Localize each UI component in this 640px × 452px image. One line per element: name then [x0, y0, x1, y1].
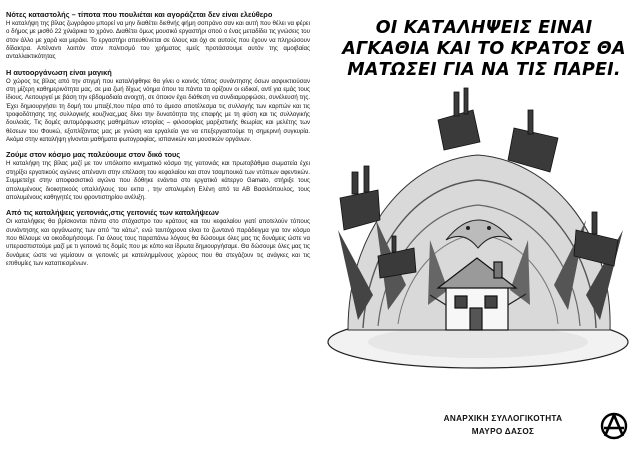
house-surrounded-by-thorns-and-warships-icon — [318, 80, 640, 380]
org-name-line1: ΑΝΑΡΧΙΚΗ ΣΥΛΛΟΓΙΚΟΤΗΤΑ — [443, 414, 563, 423]
circle-a-anarchy-icon — [600, 412, 628, 440]
section-paragraph: Οι καταλήψεις θα βρίσκονται πάντα στο στόχαστρο του κράτους και του κεφαλαίου γιατί αποτελούν τόπους συνάντησης και οργάνωσης των από "τα κάτω", ενώ ταυτόχρονα είναι το ζωντανό παράδειγμα για τον κόσμο που θέλουμε να οικοδομήσουμε. Για όλους τους παραπάνω λόγους θα δώσουμε όλες μας τις δυνάμεις ώστε να υπερασπιστούμε μαζί με τι γειτονιά τις δομές που με κόπο και ίδρωτα δημιουργήσαμε. Θα δώσουμε όλες μας τις δυνάμεις ώστε να γεμίσουν οι γειτονιές με κατειλημμένους χώρους που θα στεγάζουν τις ανάγκες και τις επιθυμίες των καταπιεσμένων. — [6, 218, 310, 267]
section-title: Νότες καταστολής – τίποτα που πουλιέται και αγοράζεται δεν είναι ελεύθερο — [6, 10, 273, 19]
text-column — [6, 10, 310, 274]
organization-signature — [418, 412, 588, 438]
poster-column — [318, 0, 640, 452]
section-paragraph: Η καταλήψη της βίλας μαζί με τον υπόλοιπο κινηματικό κόσμο της γειτονιάς και πρωτοβάθμια σωματεία έχει στηρίξει εργατικούς αγώνες απέναντι στην επέλαση του κεφαλαίου και στον τσαμπουκά των ντόπιων αφεντικών. Συμμετείχε στην αποφασιστικό αγώνα που δόθηκε ενάντια στο εργατικό κάτεργο Gamato, στήριξε τους απολυμένους διοικητικούς υπαλλήλους του εκπα , την απολυμένη Ελένη από τα ΑΒ Βασιλόπουλος, τους απολυμένους καθηγητές του φροντιστηρίου ανέλιξη. — [6, 160, 310, 201]
section-title: Η αυτοοργάνωση είναι μαγική — [6, 67, 112, 77]
section-repression-notes — [6, 10, 310, 62]
org-name-line2: ΜΑΥΡΟ ΔΑΣΟΣ — [471, 427, 535, 436]
section-paragraph: Η καταλήψη της βίλας ζωγράφου μπορεί να μην διαθέτει διεθνής φήμη σοπράνο σαν και αυτή που θέλει να φέρει ο δήμος με μισθό 22 χιλιάρικα το χρόνο. Διαθέτει όμως μουσικό εργαστήρι οπού ο ένας μεταδίδει τις γνώσεις του στον άλλο με χαρά και μεράκι. Το εργαστήρι απευθύνεται σε όλους και όχι σε αυτούς που έχουν να πληρώσουν δίδακτρα. Απέναντι λοιπόν στον πολιτισμό του χρήματος εμείς προτάσσουμε αυτόν της αμοιβαίας ανταλλακτικότητας — [6, 20, 310, 61]
section-title: Ζούμε στον κόσμο μας παλεύουμε στον δικό τους — [6, 150, 181, 160]
section-self-organization — [6, 68, 310, 145]
section-paragraph: Ο χώρος τις βίλας από την στιγμή που καταλήφθηκε θα γίνει ο κοινός τόπος συνάντησης όσων ασφυκτιούσαν στη μίζερη καθημερινότητα μας, σε μια ζωή δίχως νόημα όπου τα πάντα τα ορίζουν οι ειδικοί, αντί για εμάς τους ίδιους. Λειτουργεί με βάση την εβδομαδιαία ανοιχτή, σε όποιον έχει διάθεση να συνδιαμορφώσει, συνέλευσή της. Έχει δημιουργήσει τη δομή του μπαξέ,που πέρα από το άμεσο αποτέλεσμα τις συλλογής των καρπών και τις τροφοδότησης της συλλογικής κουζίνας,μας δίνει την δυνατότητα της επαφής με τη φύση και τις συλλογικής δουλειάς. Τις δομές αυτομόρφωσης μαθημάτων ιστορίας – φιλοσοφίας μαρξιστικής θεωρίας και μελέτης των θέσεων του Φουκώ, εξοπλίζοντας μας με γνώση και εργαλεία για να επεξεργαστούμε τη σημερινή συγκυρία. Ακόμα στην καταλήψη γίνονται μαθήματα φωτογραφίας, ισπανικών και μουσικών οργάνων. — [6, 77, 310, 144]
section-neighborhoods — [6, 208, 310, 268]
headline: ΟΙ ΚΑΤΑΛΗΨΕΙΣ ΕΙΝΑΙ ΑΓΚΑΘΙΑ ΚΑΙ ΤΟ ΚΡΑΤΟΣ ΘΑ ΜΑΤΩΣΕΙ ΓΙΑ ΝΑ ΤΙΣ ΠΑΡΕΙ. — [342, 18, 626, 80]
section-title: Από τις καταλήψεις γειτονιάς,στις γειτονιές των καταλήψεων — [6, 208, 219, 218]
section-our-world — [6, 150, 310, 202]
